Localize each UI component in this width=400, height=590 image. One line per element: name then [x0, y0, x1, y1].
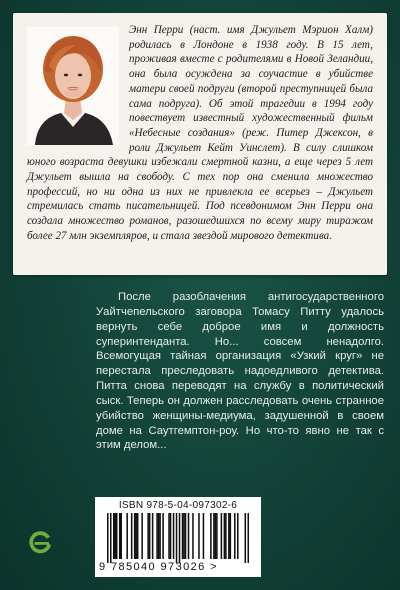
barcode-bar	[170, 513, 172, 559]
barcode-bar	[107, 513, 109, 563]
barcode-bar	[156, 513, 158, 559]
barcode-bar	[113, 513, 115, 559]
barcode-bar	[114, 513, 116, 559]
barcode-bar	[173, 513, 175, 559]
barcode-bar	[188, 513, 190, 559]
book-description: После разоблачения антигосударственного Уайтчепельского заговора Томасу Питту удалось вернуть себе доброе имя и должность суперинтенданта. Но... совсем ненадолго. Всемогущая тайная организация «Узкий круг» не перестала преследовать надоедливого детектива. Питта снова переводят на службу в политический сыск. Теперь он должен расследовать очень странное убийство женщины-медиума, задушенной в своем доме на Саутгемптон-роу. Но что-то явно не так с этим делом...	[96, 291, 384, 452]
barcode-bar	[116, 513, 118, 559]
barcode-bar	[158, 513, 160, 559]
barcode-bar	[228, 513, 230, 559]
ean-digits: 9 785040 973026 >	[99, 561, 218, 573]
barcode-bar	[237, 513, 239, 559]
barcode-bar	[234, 513, 236, 559]
author-bio-panel	[13, 13, 387, 275]
barcode-bar	[213, 513, 215, 559]
barcode-icon	[107, 513, 249, 563]
barcode-bar	[224, 513, 226, 559]
barcode-bar	[245, 513, 247, 563]
barcode-bar	[135, 513, 137, 559]
barcode-bar	[230, 513, 232, 559]
publisher-logo-icon	[26, 528, 54, 556]
author-portrait	[27, 27, 119, 145]
barcode-bar	[179, 513, 181, 563]
barcode-bar	[134, 513, 136, 559]
barcode-bar	[137, 513, 139, 559]
barcode-bar	[120, 513, 122, 559]
barcode-bar	[159, 513, 161, 559]
barcode-bar	[198, 513, 200, 559]
isbn-label: ISBN 978-5-04-097302-6	[118, 500, 238, 511]
author-portrait-drawing	[27, 27, 119, 145]
barcode-bar	[147, 513, 149, 559]
barcode-bar	[152, 513, 154, 559]
barcode-bar	[248, 513, 249, 563]
barcode-bar	[182, 513, 184, 559]
barcode-bar	[210, 513, 212, 559]
barcode-bar	[203, 513, 205, 559]
barcode-block	[95, 497, 261, 577]
barcode-bar	[162, 513, 164, 559]
author-bio-content: Энн Перри (наст. имя Джульет Мэрион Халм) родилась в Лондоне в 1938 году. В 15 лет, проживая вместе с родителями в Новой Зеландии, она была осуждена за соучастие в убийстве матери своей подруги (второй преступницей была сама подруга). Об этой трагедии в 1994 году повествует известный художественный фильм «Небесные создания» (реж. Питер Джексон, в роли Джульет Кейт Уинслет). В силу слишком юного возраста девушки избежали смертной казни, а еще через 5 лет Джульет вышла на свободу. С тех пор она сменила множество профессий, но ни одна из них не привлекла ее всерьез – Джульет стремилась стать писательницей. Под псевдонимом Энн Перри она создала множество романов, разошедшихся по всему миру тиражом более 27 млн экземпляров, и стала звездой мирового детектива.	[27, 24, 373, 242]
barcode-bar	[183, 513, 185, 559]
barcode-bar	[176, 513, 178, 563]
barcode-bar	[192, 513, 194, 559]
barcode-bar	[119, 513, 121, 559]
barcode-bar	[215, 513, 217, 559]
barcode-bar	[216, 513, 218, 559]
barcode-bar	[168, 513, 170, 559]
barcode-bar	[131, 513, 133, 559]
barcode-bar	[185, 513, 187, 559]
barcode-bar	[126, 513, 128, 559]
barcode-bar	[141, 513, 143, 559]
barcode-bar	[225, 513, 227, 559]
barcode-bar	[110, 513, 112, 563]
barcode-bar	[149, 513, 151, 559]
barcode-bar	[221, 513, 223, 559]
